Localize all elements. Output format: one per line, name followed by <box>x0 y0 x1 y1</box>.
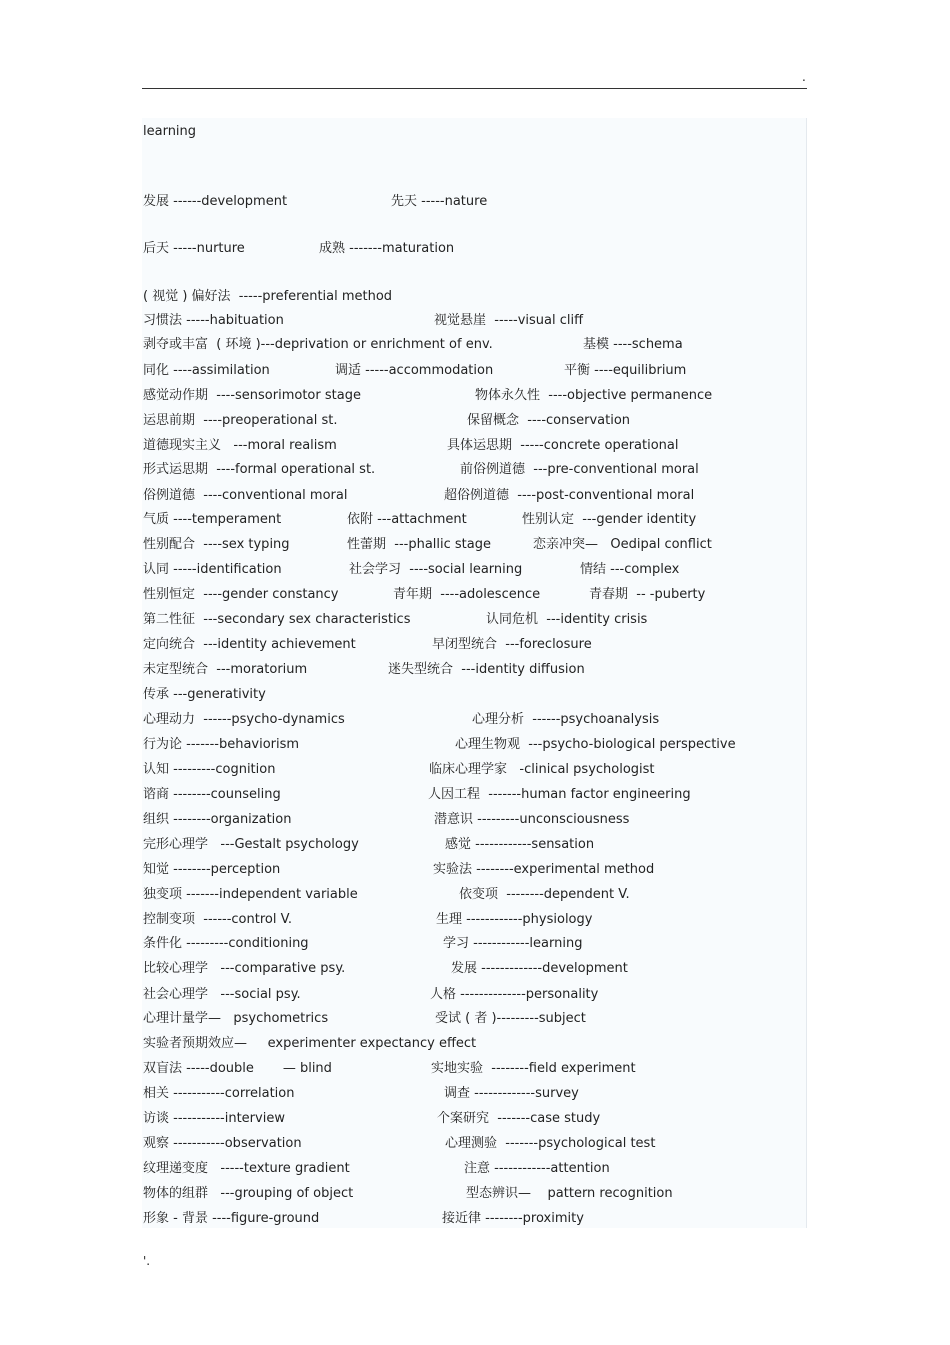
glossary-entry: 习惯法 -----habituation <box>143 313 284 328</box>
glossary-entry: 潜意识 ---------unconsciousness <box>434 812 630 827</box>
glossary-entry: 社会学习 ----social learning <box>349 562 523 577</box>
glossary-entry: 保留概念 ----conservation <box>467 413 631 428</box>
glossary-entry: 双盲法 -----double — blind <box>143 1061 332 1076</box>
glossary-entry: 相关 -----------correlation <box>143 1086 295 1101</box>
glossary-entry: 形象 - 背景 ----figure-ground <box>143 1211 320 1226</box>
glossary-entry: 生理 ------------physiology <box>436 912 593 927</box>
glossary-entry: 依附 ---attachment <box>347 512 467 527</box>
glossary-entry: 后天 -----nurture <box>143 241 245 256</box>
glossary-entry: 视觉悬崖 -----visual cliff <box>434 313 584 328</box>
glossary-entry: 气质 ----temperament <box>143 512 282 527</box>
glossary-entry: 前俗例道德 ---pre-conventional moral <box>460 462 699 477</box>
header-rule <box>142 88 807 89</box>
glossary-entry: 实验法 --------experimental method <box>433 862 655 877</box>
glossary-entry: 运思前期 ----preoperational st. <box>143 413 338 428</box>
glossary-entry: 感觉 ------------sensation <box>445 837 595 852</box>
glossary-entry: 性别配合 ----sex typing <box>143 537 290 552</box>
glossary-entry: 心理测验 -------psychological test <box>445 1136 656 1151</box>
glossary-entry: 个案研究 -------case study <box>437 1111 601 1126</box>
glossary-entry: 基模 ----schema <box>583 337 683 352</box>
glossary-entry: 平衡 ----equilibrium <box>564 363 687 378</box>
glossary-entry: 情结 ---complex <box>580 562 680 577</box>
glossary-entry: 知觉 --------perception <box>143 862 281 877</box>
glossary-entry: 认知 ---------cognition <box>143 762 276 777</box>
glossary-entry: 第二性征 ---secondary sex characteristics <box>143 612 411 627</box>
glossary-entry: 人格 --------------personality <box>430 987 599 1002</box>
glossary-entry: 性别认定 ---gender identity <box>522 512 697 527</box>
glossary-entry: 迷失型统合 ---identity diffusion <box>388 662 585 677</box>
glossary-entry: 心理动力 ------psycho-dynamics <box>143 712 345 727</box>
glossary-entry: 完形心理学 ---Gestalt psychology <box>143 837 359 852</box>
glossary-entry: 认同危机 ---identity crisis <box>486 612 648 627</box>
glossary-entry: 认同 -----identification <box>143 562 282 577</box>
glossary-entry: 感觉动作期 ----sensorimotor stage <box>143 388 361 403</box>
glossary-entry: 性别恒定 ----gender constancy <box>143 587 339 602</box>
glossary-entry: ( 视觉 ) 偏好法 -----preferential method <box>143 289 393 304</box>
glossary-entry: 先天 -----nature <box>391 194 488 209</box>
glossary-entry: 性蕾期 ---phallic stage <box>347 537 491 552</box>
glossary-entry: 纹理递变度 -----texture gradient <box>143 1161 350 1176</box>
glossary-entry: 成熟 -------maturation <box>319 241 455 256</box>
glossary-entry: 青春期 -- -puberty <box>589 587 706 602</box>
glossary-entry: 社会心理学 ---social psy. <box>143 987 301 1002</box>
glossary-entry: 型态辨识— pattern recognition <box>466 1186 673 1201</box>
glossary-entry: 接近律 --------proximity <box>442 1211 584 1226</box>
glossary-entry: 学习 ------------learning <box>443 936 583 951</box>
glossary-entry: 物体永久性 ----objective permanence <box>475 388 713 403</box>
glossary-entry: 道德现实主义 ---moral realism <box>143 438 337 453</box>
footer-mark: '. <box>143 1254 151 1268</box>
glossary-entry: 注意 ------------attention <box>464 1161 610 1176</box>
glossary-entry: 未定型统合 ---moratorium <box>143 662 308 677</box>
glossary-entry: 青年期 ----adolescence <box>393 587 541 602</box>
glossary-entry: 发展 ------development <box>143 194 288 209</box>
glossary-entry: 物体的组群 ---grouping of object <box>143 1186 354 1201</box>
glossary-entry: 受试 ( 者 )---------subject <box>435 1011 586 1026</box>
glossary-entry: 人因工程 -------human factor engineering <box>428 787 691 802</box>
header-mark: . <box>802 70 806 84</box>
glossary-entry: 早闭型统合 ---foreclosure <box>432 637 592 652</box>
glossary-entry: 超俗例道德 ----post-conventional moral <box>444 488 695 503</box>
glossary-entry: 心理分析 ------psychoanalysis <box>472 712 660 727</box>
glossary-entry: 剥夺或丰富 ( 环境 )---deprivation or enrichment of env. <box>143 337 493 352</box>
glossary-entry: 观察 -----------observation <box>143 1136 302 1151</box>
glossary-entry: 比较心理学 ---comparative psy. <box>143 961 346 976</box>
glossary-entry: 实验者预期效应— experimenter expectancy effect <box>143 1036 477 1051</box>
intro-text: learning <box>143 124 197 139</box>
glossary-entry: 形式运思期 ----formal operational st. <box>143 462 376 477</box>
glossary-entry: 心理计量学— psychometrics <box>143 1011 329 1026</box>
glossary-entry: 组织 --------organization <box>143 812 292 827</box>
glossary-entry: 独变项 -------independent variable <box>143 887 358 902</box>
glossary-entry: 同化 ----assimilation <box>143 363 270 378</box>
glossary-entry: 俗例道德 ----conventional moral <box>143 488 348 503</box>
glossary-entry: 实地实验 --------field experiment <box>431 1061 636 1076</box>
glossary-entry: 控制变项 ------control V. <box>143 912 292 927</box>
glossary-entry: 谘商 --------counseling <box>143 787 281 802</box>
glossary-entry: 访谈 -----------interview <box>143 1111 285 1126</box>
glossary-entry: 条件化 ---------conditioning <box>143 936 309 951</box>
glossary-entry: 心理生物观 ---psycho-biological perspective <box>455 737 736 752</box>
glossary-entry: 调查 -------------survey <box>444 1086 579 1101</box>
glossary-entry: 调适 -----accommodation <box>335 363 494 378</box>
glossary-entry: 具体运思期 -----concrete operational <box>447 438 679 453</box>
glossary-entry: 传承 ---generativity <box>143 687 266 702</box>
glossary-entry: 恋亲冲突— Oedipal conflict <box>533 537 712 552</box>
glossary-entry: 发展 -------------development <box>451 961 628 976</box>
glossary-entry: 行为论 -------behaviorism <box>143 737 300 752</box>
glossary-entry: 依变项 --------dependent V. <box>459 887 630 902</box>
glossary-entry: 定向统合 ---identity achievement <box>143 637 356 652</box>
glossary-entry: 临床心理学家 -clinical psychologist <box>429 762 655 777</box>
